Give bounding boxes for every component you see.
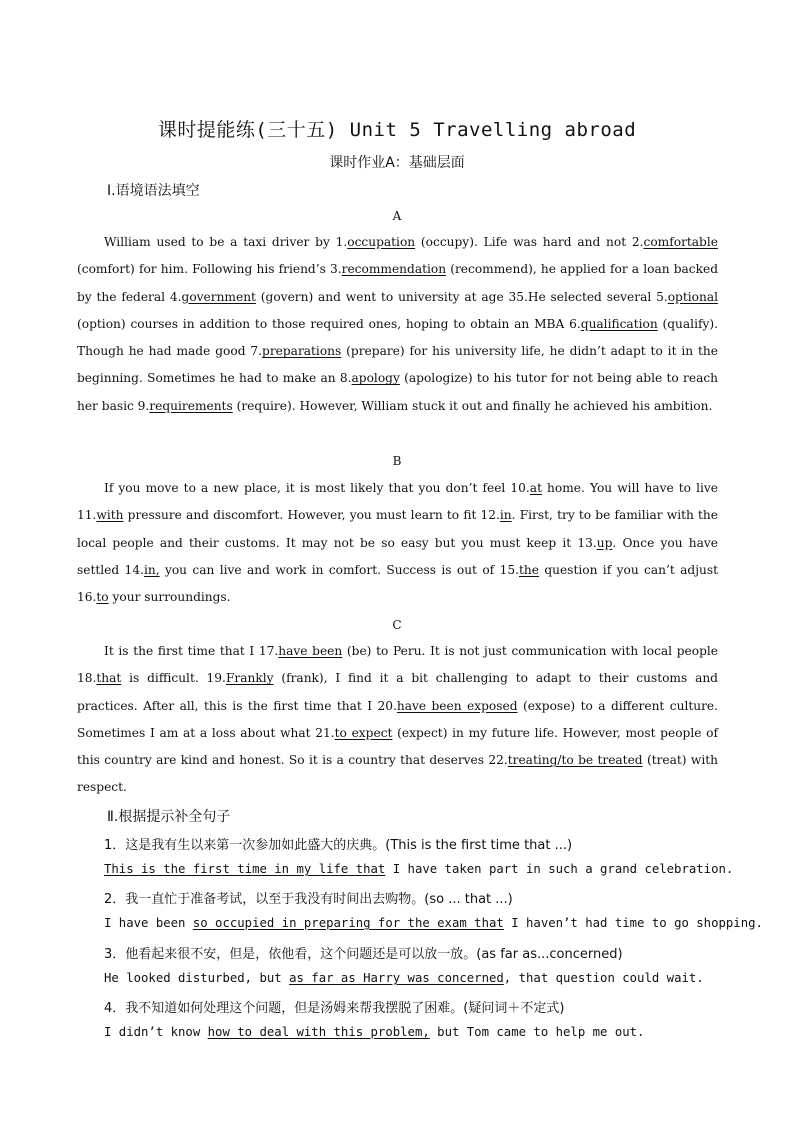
answer-blank: at — [529, 481, 542, 495]
answer-blank: that — [96, 671, 122, 686]
text-run: (qualify). Though he had made good 7. — [77, 316, 718, 359]
text-run: (option) courses in addition to those required ones, hoping to obtain an MBA 6. — [77, 316, 581, 331]
text-run: (treat) with respect. — [77, 753, 718, 795]
text-run: but Tom came to help me out. — [429, 1025, 645, 1039]
answer-blank: optional — [667, 289, 719, 304]
answer-blank: have been — [278, 644, 343, 658]
item-3-answer — [104, 971, 704, 985]
answer-blank: recommendation — [341, 262, 447, 277]
text-run: It is the first time that I 17. — [104, 644, 279, 658]
section-heading-grammar: Ⅰ.语境语法填空 — [107, 183, 200, 199]
text-run: If you move to a new place, it is most likely that you don’t feel 10. — [104, 481, 530, 495]
passage-a-label: A — [392, 209, 402, 223]
section-heading-sentences: Ⅱ.根据提示补全句子 — [107, 809, 231, 825]
text-run: , that question could wait. — [503, 971, 704, 985]
text-run: (frank), I find it a bit challenging to adapt to their customs and practices. After all, this is the first time that I 20. — [77, 671, 718, 713]
passage-c-text — [77, 638, 718, 802]
text-run: (occupy). Life was hard and not 2. — [415, 235, 644, 249]
answer-blank: This is the first time in my life that — [104, 862, 386, 876]
answer-blank: preparations — [262, 344, 342, 359]
answer-blank: occupation — [347, 235, 416, 249]
text-run: I didn’t know — [104, 1025, 208, 1039]
text-run: (govern) and went to university at age 35.He selected several 5. — [255, 289, 668, 304]
text-run: . First, try to be familiar with the local people and their customs. It may not be so easy but you must keep it 13. — [77, 508, 718, 550]
text-run: your surroundings. — [108, 590, 231, 605]
page-title: 课时提能练(三十五) Unit 5 Travelling abroad — [157, 119, 637, 141]
answer-blank: comfortable — [643, 235, 718, 249]
text-run: William used to be a taxi driver by 1. — [104, 235, 348, 249]
text-run: (expect) in my future life. However, most people of this country are kind and honest. So it is a country that deserves 22. — [77, 725, 718, 768]
text-run: question if you can’t adjust 16. — [77, 562, 719, 605]
answer-blank: to expect — [334, 725, 393, 740]
answer-blank: so occupied in preparing for the exam that — [192, 916, 504, 930]
answer-blank: government — [181, 289, 256, 304]
text-run: He looked disturbed, but — [104, 971, 290, 985]
text-run: I have been — [104, 916, 193, 930]
answer-blank: with — [96, 508, 124, 523]
answer-blank: in, — [143, 562, 160, 577]
text-run: (recommend), he applied for a loan backed by the federal 4. — [77, 262, 718, 304]
item-1-answer — [104, 862, 733, 876]
item-2-answer — [104, 916, 763, 930]
answer-blank: qualification — [580, 316, 658, 331]
passage-a-text — [77, 229, 718, 420]
answer-blank: requirements — [149, 398, 233, 413]
text-run: . Once you have settled 14. — [77, 535, 718, 577]
answer-blank: how to deal with this problem, — [207, 1025, 430, 1039]
text-run: pressure and discomfort. However, you must learn to fit 12. — [123, 508, 500, 523]
text-run: is difficult. 19. — [121, 671, 226, 686]
answer-blank: have been exposed — [396, 698, 518, 713]
passage-c-label: C — [392, 618, 402, 632]
item-3-prompt: 3．他看起来很不安，但是，依他看，这个问题还是可以放一放。(as far as...concerned) — [104, 947, 623, 962]
item-1-prompt: 1．这是我有生以来第一次参加如此盛大的庆典。(This is the first time that ...) — [104, 838, 573, 853]
text-run: you can live and work in comfort. Success is out of 15. — [159, 562, 519, 577]
text-run: home. You will have to live 11. — [77, 481, 718, 523]
text-run: (prepare) for his university life, he didn’t adapt to it in the beginning. Sometimes he had to make an 8. — [77, 344, 718, 386]
item-4-answer — [104, 1025, 644, 1039]
text-run: I have taken part in such a grand celebration. — [385, 862, 734, 876]
item-2-prompt: 2．我一直忙于准备考试，以至于我没有时间出去购物。(so ... that ...) — [104, 892, 513, 907]
text-run: (comfort) for him. Following his friend’s 3. — [77, 262, 342, 277]
answer-blank: in — [499, 508, 512, 523]
answer-blank: apology — [351, 371, 400, 386]
answer-blank: the — [518, 562, 539, 577]
page-subtitle: 课时作业A：基础层面 — [329, 155, 465, 171]
passage-b-text — [77, 475, 718, 611]
answer-blank: as far as Harry was concerned — [289, 971, 504, 985]
answer-blank: up — [596, 535, 613, 550]
text-run: I haven’t had time to go shopping. — [503, 916, 763, 930]
passage-b-label: B — [392, 454, 402, 468]
text-run: (be) to Peru. It is not just communication with local people 18. — [77, 644, 718, 686]
answer-blank: treating/to be treated — [507, 753, 643, 768]
answer-blank: to — [96, 590, 109, 605]
text-run: (require). However, William stuck it out and finally he achieved his ambition. — [232, 398, 713, 413]
text-run: (expose) to a different culture. Sometimes I am at a loss about what 21. — [77, 698, 719, 740]
item-4-prompt: 4．我不知道如何处理这个问题，但是汤姆来帮我摆脱了困难。(疑问词＋不定式) — [104, 1001, 565, 1016]
answer-blank: Frankly — [225, 671, 274, 686]
text-run: (apologize) to his tutor for not being able to reach her basic 9. — [77, 371, 719, 413]
